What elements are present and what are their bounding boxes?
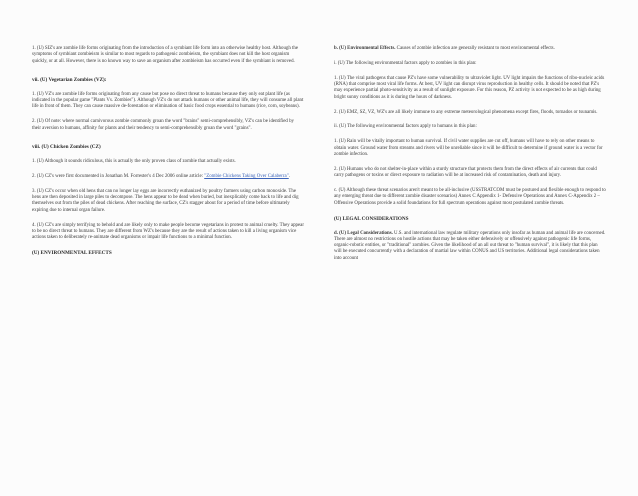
paragraph-b-environmental-effects (334, 46, 606, 52)
right-column (334, 40, 606, 271)
paragraph-b-label: b. (U) Environmental Effects. (334, 46, 396, 51)
paragraph-siz-definition: 1. (U) SIZ's are zombie life forms originating from the introduction of a symbiant life form into an otherwise healthy host. Although the symptoms of symbiant zombieism is similar to most regards to pathogenic zombieism, the symbiant does not kill the host organism quickly, or at all. However, there is no known way to save an organism after zombieism has occurred even if the symbiant is removed. (32, 46, 299, 64)
paragraph-d-text: U.S. and international law regulate military operations only insofar as human and animal life are concerned. There are almost no restrictions on hostile actions that may be taken either defensively or offensively against pathogenic life forms, organic-robotic entities, or "traditional" zombies. Given the likelihood of an all out threat to "human survival", it is likely that this plan will be executed concurrently with a declaration of martial law within CONUS and US territories. Additional legal considerations taken into account (334, 230, 606, 261)
heading-chicken-zombies: viii. (U) Chicken Zombies (CZ) (32, 143, 101, 150)
heading-vegetarian-zombies: vii. (U) Vegetarian Zombies (VZ): (32, 76, 107, 83)
paragraph-i-zombie-factors: i. (U) The following environmental factors apply to zombies in this plan: (334, 60, 477, 66)
heading-legal-considerations: (U) LEGAL CONSIDERATIONS (334, 215, 409, 222)
paragraph-cz-4: 4. (U) CZ's are simply terrifying to behold and are likely only to make people become vegetarians in protest to animal cruelty. They appear to be no direct threat to humans. They are different from WZ's because they are the result of actions taken to kill a living organism vice actions taken to deliberately re-animate dead organisms or impair life functions to a minimal function. (32, 222, 304, 241)
paragraph-d-label: d. (U) Legal Considerations. (334, 230, 393, 236)
paragraph-cz-1: 1. (U) Although it sounds ridiculous, this is actually the only proven class of zombie that actually exists. (32, 158, 236, 164)
paragraph-cz-2-text: 2. (U) CZ's were first documented in Jonathan M. Forrester's 4 Dec 2006 online article: (32, 173, 205, 179)
paragraph-vz-2: 2. (U) Of note: where normal carnivorous zombie commonly groan the word "brains" semi-comprehensibly, VZ's can be identified by their aversion to humans, affinity for plants and their tendency to semi-comprehensibly groan the word "grains". (32, 119, 294, 131)
paragraph-i-1: 1. (U) The viral pathogens that cause PZ's have some vulnerability to ultraviolet light. UV light impairs the functions of ribo-nucleic acids (RNA) that comprise most viral life forms. At best, UV light can disrupt virus reproduction in healthy cells. It should be noted that PZ's may experience partial photo-sensitivity as a result of sunlight exposure. For this reason, PZ activity is not expected to be as high during bright sunny conditions as it is during the hours of darkness. (334, 75, 605, 100)
paragraph-ii-2: 2. (U) Humans who do not shelter-in-place within a sturdy structure that protects them from the direct effects of air currents that could carry pathogens or toxins or direct exposure to radiation will be at increased risk of contamination, death and injury. (334, 166, 597, 179)
paragraph-cz-2-end: . (288, 173, 290, 179)
zombie-chickens-article-link[interactable]: "Zombie Chickens Taking Over Calaberra" (204, 173, 289, 179)
paragraph-ii-human-factors: ii. (U) The following environmental factors apply to humans in this plan: (334, 124, 477, 130)
paragraph-d-legal-considerations (334, 231, 606, 262)
paragraph-cz-3: 3. (U) CZ's occur when old hens that can no longer lay eggs are incorrectly euthanized by poultry farmers using carbon monoxide. The hens are then deposited in large piles to decompose. The hens appear to be dead when buried, but inexplicably come back to life and dig themselves out from the piles of dead chickens. After reaching the surface, CZ's stagger about for a period of time before ultimately expiring due to internal organ failure. (32, 188, 299, 213)
paragraph-b-text: Causes of zombie infection are generally resistant to most environmental effects. (395, 46, 555, 51)
left-column (32, 40, 304, 265)
paragraph-c: c. (U) Although these threat scenarios aren't meant to be all-inclusive (USSTRATCOM must be postured and flexible enough to respond to any emerging threat due to different zombie disaster scenarios) Annex C Appendix 1- Defensive Operations and Annex C-Appendix 2 – Offensive Operations provide a solid foundations for full spectrum operations against most postulated zombie threats. (334, 188, 606, 206)
paragraph-cz-2 (32, 174, 304, 180)
paragraph-vz-1: 1. (U) VZ's are zombie life forms originating from any cause but pose no direct threat to humans because they only eat plant life (as indicated in the popular game "Plants Vs. Zombies"). Although VZ's do not attack humans or other animal life, they will consume all plant life in front of them. They can cause massive de-forestation or elimination of basic food crops essential to humans (rice, corn, soybeans). (32, 91, 304, 110)
paragraph-ii-1: 1. (U) Rain will be vitally important to human survival. If civil water supplies are cut off, humans will have to rely on other means to obtain water. Ground water from streams and rivers will be unreliable since it will be difficult to determine if ground water is a vector for zombie infection. (334, 139, 603, 157)
paragraph-i-2: 2. (U) EMZ, SZ, VZ, WZ's are all likely immune to any extreme meteorological phenomena except fires, floods, tornados or tsunamis. (334, 109, 598, 115)
heading-environmental-effects: (U) ENVIRONMENTAL EFFECTS (32, 250, 112, 257)
